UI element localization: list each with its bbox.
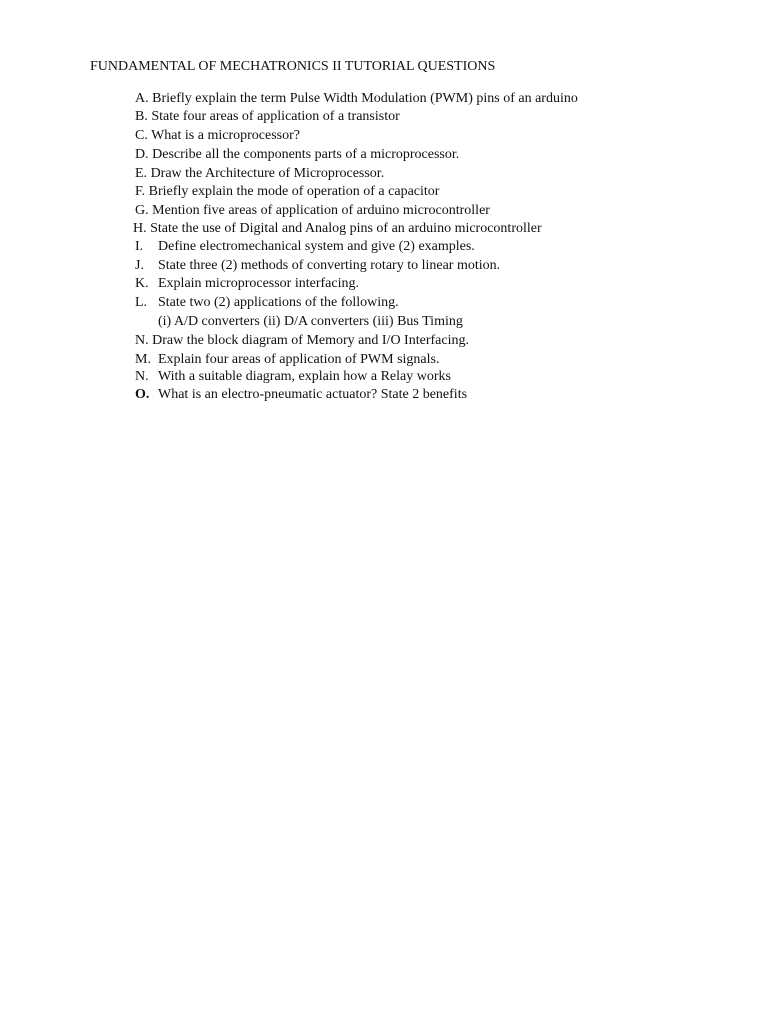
question-label: E.: [135, 166, 148, 181]
question-n-1: [135, 332, 469, 350]
question-text: State two (2) applications of the following.: [158, 295, 399, 310]
question-label: B.: [135, 109, 148, 124]
question-text: Explain four areas of application of PWM signals.: [158, 352, 440, 367]
question-label: H.: [133, 221, 147, 236]
question-label: D.: [135, 147, 149, 162]
question-label: F.: [135, 184, 146, 199]
question-text: State four areas of application of a transistor: [151, 109, 400, 124]
question-b: [135, 108, 400, 126]
question-label: J.: [135, 258, 144, 273]
question-e: [135, 165, 384, 183]
question-j: [135, 257, 500, 275]
question-label: G.: [135, 203, 149, 218]
page-title: FUNDAMENTAL OF MECHATRONICS II TUTORIAL QUESTIONS: [90, 59, 496, 74]
question-i: [135, 238, 475, 256]
question-label: O.: [135, 387, 150, 402]
question-text: (i) A/D converters (ii) D/A converters (iii) Bus Timing: [158, 314, 463, 329]
question-label: M.: [135, 352, 151, 367]
question-h: [133, 220, 542, 238]
question-text: Briefly explain the term Pulse Width Modulation (PWM) pins of an arduino: [152, 91, 578, 106]
question-d: [135, 146, 459, 164]
question-text: State the use of Digital and Analog pins of an arduino microcontroller: [150, 221, 542, 236]
question-label: C.: [135, 128, 148, 143]
question-text: Draw the Architecture of Microprocessor.: [150, 166, 385, 181]
question-l: [135, 294, 399, 312]
question-l-subitems: [158, 313, 463, 331]
question-f: [135, 183, 439, 201]
question-text: What is an electro-pneumatic actuator? State 2 benefits: [158, 387, 468, 402]
question-text: Mention five areas of application of arduino microcontroller: [152, 203, 490, 218]
question-o: [135, 386, 467, 404]
question-text: With a suitable diagram, explain how a Relay works: [158, 369, 451, 384]
question-label: K.: [135, 276, 149, 291]
question-k: [135, 275, 359, 293]
question-text: Draw the block diagram of Memory and I/O Interfacing.: [152, 333, 469, 348]
question-label: N.: [135, 369, 149, 384]
question-g: [135, 202, 490, 220]
question-text: Briefly explain the mode of operation of a capacitor: [148, 184, 440, 199]
question-m: [135, 351, 439, 369]
question-text: State three (2) methods of converting rotary to linear motion.: [158, 258, 501, 273]
question-text: What is a microprocessor?: [151, 128, 300, 143]
question-label: L.: [135, 295, 148, 310]
question-text: Explain microprocessor interfacing.: [158, 276, 359, 291]
question-label: A.: [135, 91, 149, 106]
question-a: [135, 90, 578, 108]
question-text: Define electromechanical system and give (2) examples.: [158, 239, 475, 254]
question-label: N.: [135, 333, 149, 348]
question-c: [135, 127, 300, 145]
question-label: I.: [135, 239, 144, 254]
question-n-2: [135, 368, 451, 386]
question-text: Describe all the components parts of a microprocessor.: [152, 147, 460, 162]
